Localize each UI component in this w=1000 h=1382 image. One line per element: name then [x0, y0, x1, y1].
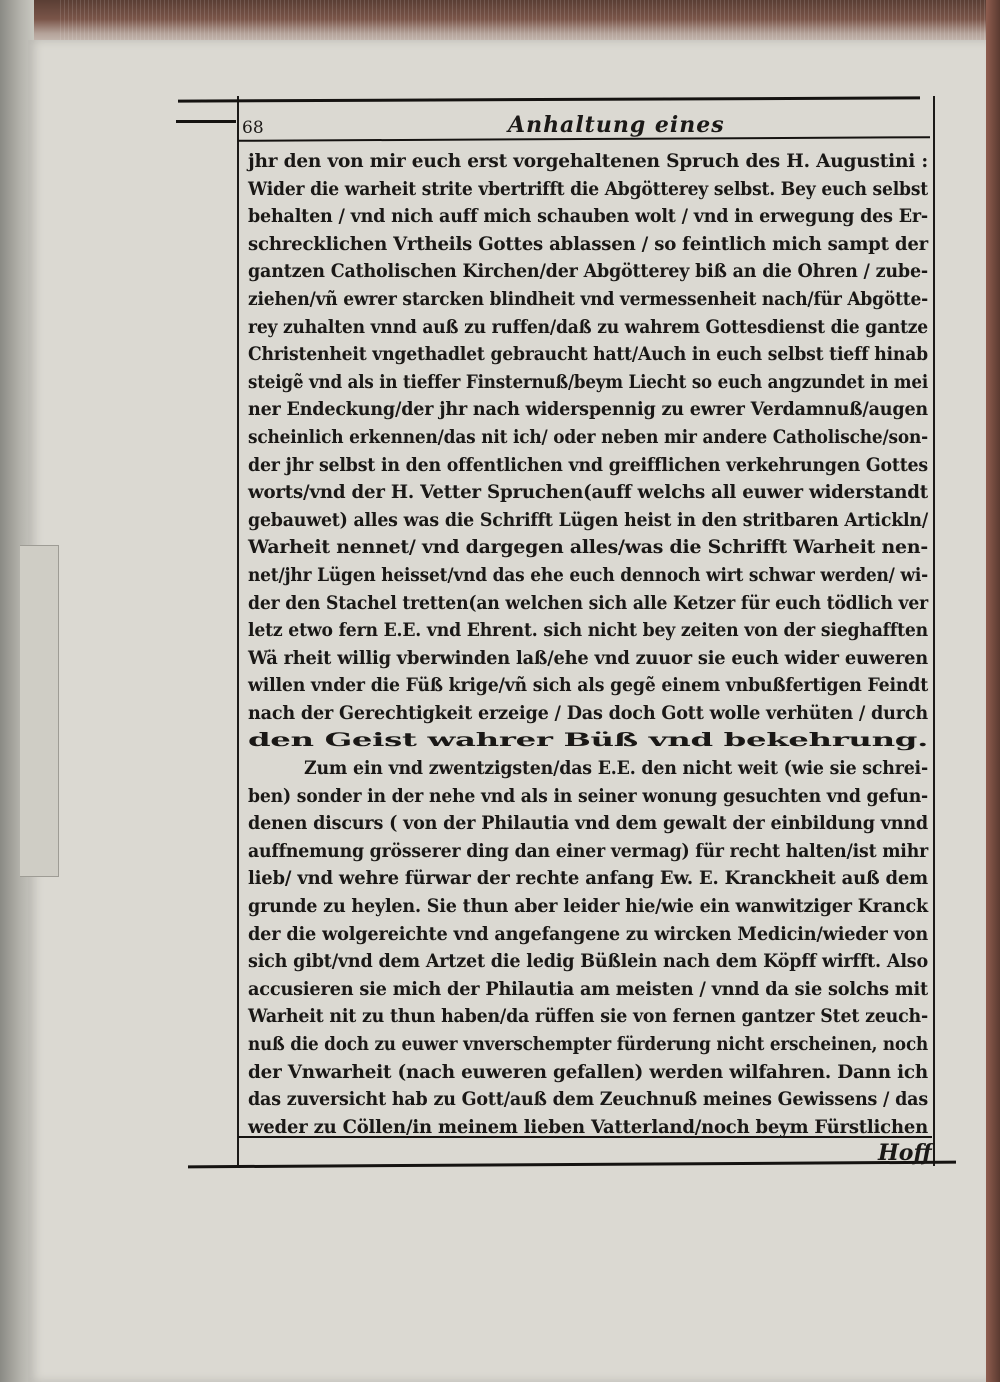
text-line: willen vnder die Füß krige/vñ sich als gegẽ einem vnbußfertigen Feindt — [248, 675, 928, 697]
text-line: nach der Gerechtigkeit erzeige / Das doch Gott wolle verhüten / durch — [248, 702, 928, 724]
text-line: gantzen Catholischen Kirchen/der Abgötterey biß an die Ohren / zube- — [248, 261, 928, 283]
page-number: 68 — [242, 118, 264, 138]
text-line: Christenheit vngethadlet gebraucht hatt/Auch in euch selbst tieff hinab — [248, 344, 928, 366]
header-under-rule — [176, 120, 236, 123]
text-line: auffnemung grösserer ding dan einer vermag) für recht halten/ist mihr — [248, 840, 928, 862]
text-line: Wider die warheit strite vbertrifft die Abgötterey selbst. Bey euch selbst — [248, 178, 928, 200]
book-cover-edge — [986, 0, 1000, 1382]
text-line: scheinlich erkennen/das nit ich/ oder neben mir andere Catholische/son- — [248, 426, 928, 448]
text-line: Warheit nit zu thun haben/da rüffen sie von fernen gantzer Stet zeuch- — [248, 1006, 928, 1028]
text-line: das zuversicht hab zu Gott/auß dem Zeuchnuß meines Gewissens / das — [248, 1089, 928, 1111]
text-line: letz etwo fern E.E. vnd Ehrent. sich nicht bey zeiten von der sieghafften — [248, 620, 928, 642]
text-line: denen discurs ( von der Philautia vnd dem gewalt der einbildung vnnd — [248, 813, 928, 835]
body-text — [248, 148, 932, 1141]
text-line: schrecklichen Vrtheils Gottes ablassen / so feintlich mich sampt der — [248, 233, 928, 255]
text-line: gebauwet) alles was die Schrifft Lügen heist in den stritbaren Artickln/ — [248, 509, 928, 531]
paragraph-start-line: Zum ein vnd zwentzigsten/das E.E. den nicht weit (wie sie schrei- — [304, 758, 928, 780]
text-line: der Vnwarheit (nach euweren gefallen) werden wilfahren. Dann ich — [248, 1061, 928, 1083]
text-line: grunde zu heylen. Sie thun aber leider hie/wie ein wanwitziger Kranck — [248, 896, 928, 918]
text-line: den Geist wahrer Büß vnd bekehrung. — [248, 730, 928, 752]
catchword: Hoff — [878, 1140, 932, 1166]
text-line: rey zuhalten vnnd auß zu ruffen/daß zu wahrem Gottesdienst die gantze — [248, 316, 928, 338]
text-line: der jhr selbst in den offentlichen vnd greifflichen verkehrungen Gottes — [248, 454, 928, 476]
page-header — [238, 112, 928, 138]
text-line: jhr den von mir euch erst vorgehaltenen Spruch des H. Augustini : — [248, 151, 928, 172]
text-line: Wä rheit willig vberwinden laß/ehe vnd zuuor sie euch wider euweren — [248, 647, 928, 669]
page-tab-marker — [20, 545, 59, 877]
text-line: worts/vnd der H. Vetter Spruchen(auff welchs all euwer widerstandt — [248, 482, 928, 504]
text-line: behalten / vnd nich auff mich schauben wolt / vnd in erwegung des Er- — [248, 206, 928, 228]
running-head: Anhaltung eines — [508, 112, 725, 138]
text-line: ben) sonder in der nehe vnd als in seiner wonung gesuchten vnd gefun- — [248, 785, 928, 807]
text-line: weder zu Cöllen/in meinem lieben Vatterland/noch beym Fürstlichen — [248, 1116, 928, 1138]
text-line: steigẽ vnd als in tieffer Finsternuß/beym Liecht so euch angzundet in mei — [248, 371, 928, 393]
text-line: accusieren sie mich der Philautia am meisten / vnnd da sie solchs mit — [248, 978, 928, 1000]
text-line: lieb/ vnd wehre fürwar der rechte anfang Ew. E. Kranckheit auß dem — [248, 868, 928, 890]
text-line: ziehen/vñ ewrer starcken blindheit vnd vermessenheit nach/für Abgötte- — [248, 288, 928, 310]
text-line: nuß die doch zu euwer vnverschempter fürderung nicht erscheinen, noch — [248, 1034, 928, 1055]
text-line: ner Endeckung/der jhr nach widerspennig zu ewrer Verdamnuß/augen — [248, 399, 928, 421]
text-line: Warheit nennet/ vnd dargegen alles/was die Schrifft Warheit nen- — [248, 537, 928, 559]
text-line: der den Stachel tretten(an welchen sich alle Ketzer für euch tödlich ver — [248, 592, 928, 614]
text-line: sich gibt/vnd dem Artzet die ledig Büßlein nach dem Köpff wirfft. Also — [248, 951, 928, 973]
text-line: net/jhr Lügen heisset/vnd das ehe euch dennoch wirt schwar werden/ wi- — [248, 564, 928, 586]
text-line: der die wolgereichte vnd angefangene zu wircken Medicin/wieder von — [248, 923, 928, 945]
